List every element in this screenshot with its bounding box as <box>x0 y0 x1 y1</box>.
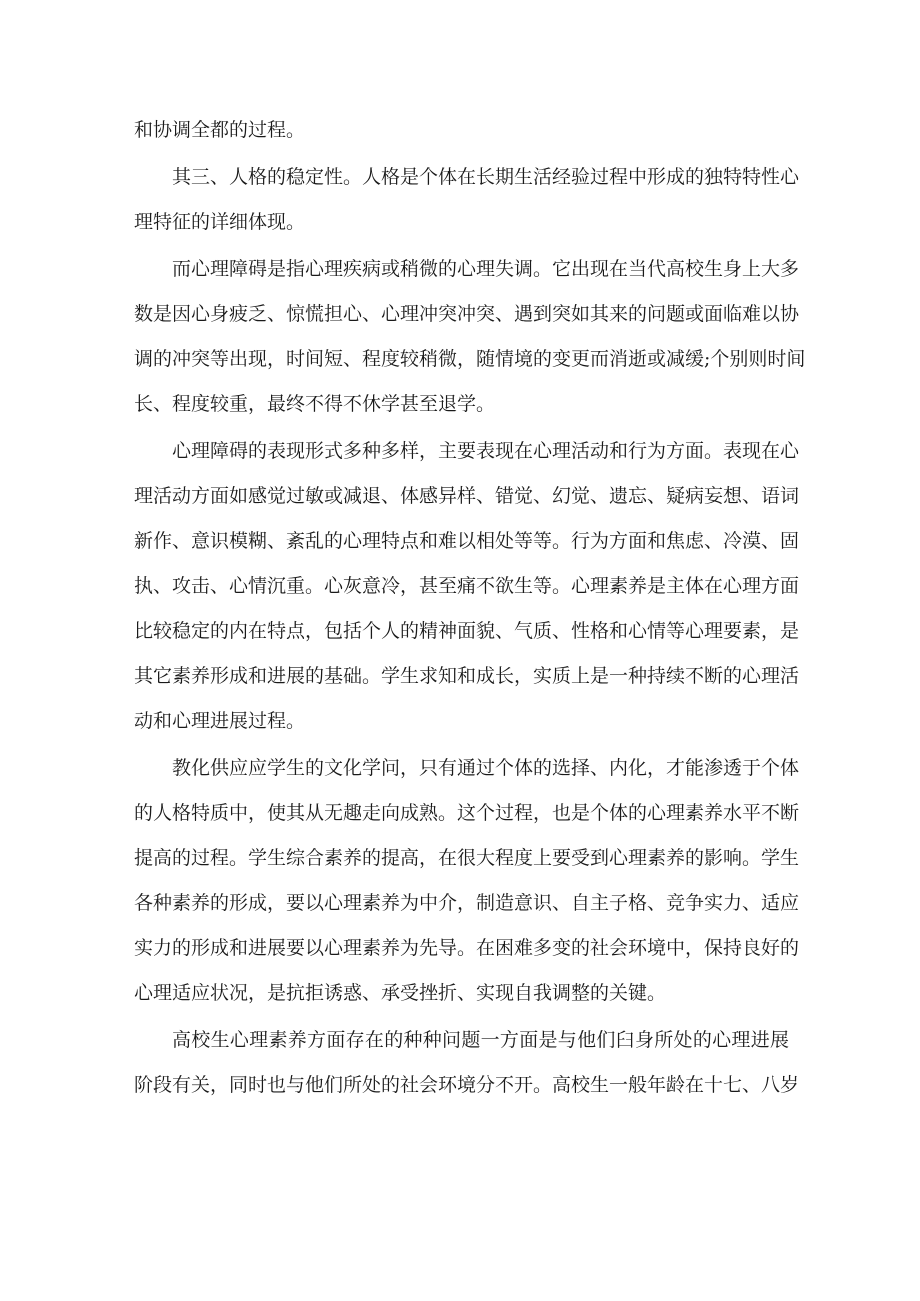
paragraph-line: 教化供应应学生的文化学问，只有通过个体的选择、内化，才能渗透于个体 <box>172 757 800 779</box>
paragraph-line: 实力的形成和进展要以心理素养为先导。在困难多变的社会环境中，保持良好的 <box>134 937 800 959</box>
paragraph-line: 数是因心身疲乏、惊慌担心、心理冲突冲突、遇到突如其来的问题或面临难以协 <box>134 303 800 325</box>
paragraph <box>134 155 800 245</box>
paragraph <box>134 247 806 427</box>
paragraph-line: 提高的过程。学生综合素养的提高，在很大程度上要受到心理素养的影响。学生 <box>134 847 800 869</box>
paragraph-line: 比较稳定的内在特点，包括个人的精神面貌、气质、性格和心情等心理要素，是 <box>134 620 800 642</box>
paragraph <box>134 108 789 153</box>
paragraph-line: 心理适应状况，是抗拒诱惑、承受挫折、实现自我调整的关键。 <box>134 982 667 1004</box>
paragraph <box>134 746 800 1016</box>
paragraph-line: 其三、人格的稳定性。人格是个体在长期生活经验过程中形成的独特特性心 <box>172 166 800 188</box>
paragraph-line: 执、攻击、心情沉重。心灰意冷，甚至痛不欲生等。心理素养是主体在心理方面 <box>134 575 800 597</box>
paragraph-line: 各种素养的形成，要以心理素养为中介，制造意识、自主子格、竞争实力、适应 <box>134 892 800 914</box>
paragraph-line: 高校生心理素养方面存在的种种问题一方面是与他们臼身所处的心理进展 <box>172 1029 789 1051</box>
paragraph-line: 调的冲突等出现，时间短、程度较稍微，随情境的变更而消逝或减缓;个别则时间 <box>134 348 806 370</box>
paragraph-line: 理活动方面如感觉过敏或减退、体感异样、错觉、幻觉、遗忘、疑病妄想、语词 <box>134 485 800 507</box>
paragraph-line: 和协调全都的过程。 <box>134 119 306 141</box>
paragraph-line: 阶段有关，同时也与他们所处的社会环境分不开。高校生一般年龄在十七、八岁 <box>134 1074 800 1096</box>
paragraph-line: 长、程度较重，最终不得不休学甚至退学。 <box>134 393 496 415</box>
paragraph-line: 动和心理进展过程。 <box>134 710 306 732</box>
paragraph-line: 心理障碍的表现形式多种多样，主要表现在心理活动和行为方面。表现在心 <box>172 440 800 462</box>
document-page <box>134 108 806 1110</box>
paragraph-line: 理特征的详细体现。 <box>134 211 306 233</box>
paragraph-line: 的人格特质中，使其从无趣走向成熟。这个过程，也是个体的心理素养水平不断 <box>134 802 800 824</box>
paragraph <box>134 429 800 744</box>
paragraph-line: 新作、意识模糊、紊乱的心理特点和难以相处等等。行为方面和焦虑、冷漠、固 <box>134 530 800 552</box>
paragraph <box>134 1018 800 1108</box>
paragraph-line: 而心理障碍是指心理疾病或稍微的心理失调。它出现在当代高校生身上大多 <box>172 258 800 280</box>
paragraph-line: 其它素养形成和进展的基础。学生求知和成长，实质上是一种持续不断的心理活 <box>134 665 800 687</box>
